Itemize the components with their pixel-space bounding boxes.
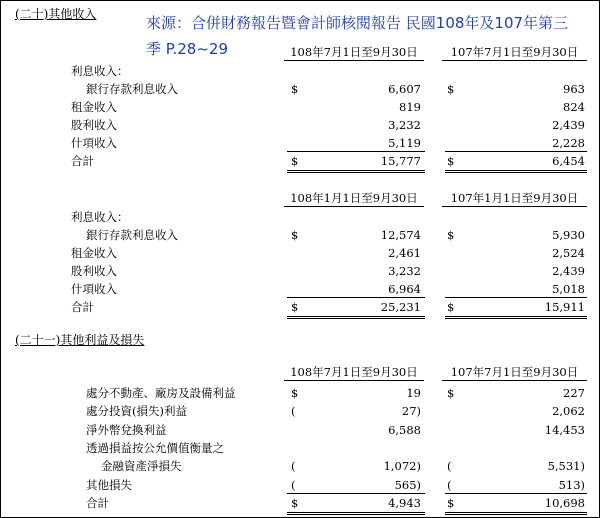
value-col1: 2,461	[388, 246, 421, 260]
table-row	[1, 117, 599, 134]
column-header-2018-q3: 107年7月1日至9月30日	[442, 45, 587, 61]
table-row	[1, 403, 599, 420]
table-row	[1, 153, 599, 170]
row-label: 其他損失	[86, 477, 132, 492]
value-col2: 2,524	[552, 246, 585, 260]
currency-symbol-col2: $	[447, 300, 455, 314]
subtotal-rule	[445, 297, 587, 298]
row-label: 利息收入：	[71, 210, 129, 224]
subtotal-rule	[287, 151, 425, 152]
value-col2: 963	[563, 82, 585, 96]
total-double-rule	[445, 514, 587, 515]
value-col1: 819	[399, 100, 421, 114]
value-col1: 6,964	[388, 282, 421, 296]
row-label: 處分投資(損失)利益	[86, 404, 187, 419]
row-label: 股利收入	[71, 118, 117, 132]
row-label: 什項收入	[71, 136, 117, 150]
value-col1: 5,119	[388, 136, 421, 150]
value-col1: 6,607	[388, 82, 421, 96]
table-row	[1, 245, 599, 262]
value-col2: 6,454	[552, 154, 585, 168]
value-col1: 12,574	[380, 228, 421, 242]
subtotal-rule	[445, 493, 587, 494]
value-col2: 5,531)	[547, 459, 585, 474]
table-row	[1, 135, 599, 152]
currency-symbol-col1: $	[291, 495, 299, 510]
currency-symbol-col2: $	[447, 386, 455, 400]
total-double-rule	[445, 512, 587, 513]
currency-symbol-col1: $	[291, 154, 299, 168]
value-col2: 2,228	[552, 136, 585, 150]
currency-symbol-col1: (	[291, 404, 296, 419]
section-21-title: (二十一)其他利益及損失	[15, 333, 145, 347]
column-header-gains-2019-q3: 108年7月1日至9月30日	[284, 365, 424, 381]
currency-symbol-col2: $	[447, 228, 455, 242]
table-row	[1, 385, 599, 402]
row-label: 金融資產淨損失	[101, 459, 182, 474]
row-label: 什項收入	[71, 282, 117, 296]
value-col2: 227	[563, 386, 585, 400]
currency-symbol-col2: $	[447, 495, 455, 510]
table-row	[1, 227, 599, 244]
row-label: 租金收入	[71, 100, 117, 114]
table-row	[1, 81, 599, 98]
table-row	[1, 281, 599, 298]
value-col2: 824	[563, 100, 585, 114]
value-col2: 5,930	[552, 228, 585, 242]
column-header-gains-2018-q3: 107年7月1日至9月30日	[442, 365, 587, 381]
total-double-rule	[287, 318, 425, 319]
currency-symbol-col1: (	[291, 459, 296, 474]
total-double-rule	[445, 318, 587, 319]
currency-symbol-col2: $	[447, 154, 455, 168]
total-double-rule	[287, 512, 425, 513]
value-col2: 10,698	[544, 495, 585, 510]
value-col1: 27)	[401, 404, 421, 419]
row-label: 利息收入：	[71, 64, 129, 78]
table-row	[1, 458, 599, 475]
currency-symbol-col2: $	[447, 82, 455, 96]
total-double-rule	[287, 170, 425, 171]
total-double-rule	[445, 170, 587, 171]
column-header-2019-ytd: 108年1月1日至9月30日	[284, 191, 424, 207]
section-20-title: (二十)其他收入	[15, 7, 97, 21]
row-label: 租金收入	[71, 246, 117, 260]
table-row	[1, 440, 599, 457]
table-row	[1, 209, 599, 226]
total-double-rule	[287, 514, 425, 515]
currency-symbol-col1: $	[291, 228, 299, 242]
row-label: 合計	[71, 300, 94, 314]
table-row	[1, 299, 599, 316]
value-col1: 4,943	[388, 495, 421, 510]
total-double-rule	[445, 316, 587, 317]
value-col2: 2,062	[552, 404, 585, 419]
currency-symbol-col1: $	[291, 82, 299, 96]
row-label: 透過損益按公允價值衡量之	[86, 440, 224, 455]
row-label: 銀行存款利息收入	[86, 82, 178, 96]
currency-symbol-col1: $	[291, 300, 299, 314]
value-col1: 565)	[394, 477, 421, 492]
value-col1: 3,232	[388, 118, 421, 132]
column-header-2019-q3: 108年7月1日至9月30日	[284, 45, 424, 61]
value-col2: 14,453	[544, 422, 585, 437]
currency-symbol-col2: (	[447, 459, 452, 474]
table-row	[1, 422, 599, 439]
value-col1: 19	[406, 386, 421, 400]
table-row	[1, 99, 599, 116]
row-label: 處分不動產、廠房及設備利益	[86, 386, 236, 400]
total-double-rule	[287, 172, 425, 173]
value-col1: 6,588	[388, 422, 421, 437]
row-label: 銀行存款利息收入	[86, 228, 178, 242]
value-col2: 15,911	[544, 300, 585, 314]
value-col1: 3,232	[388, 264, 421, 278]
value-col1: 15,777	[380, 154, 421, 168]
subtotal-rule	[287, 297, 425, 298]
currency-symbol-col1: $	[291, 386, 299, 400]
row-label: 合計	[86, 495, 109, 510]
row-label: 股利收入	[71, 264, 117, 278]
total-double-rule	[287, 316, 425, 317]
currency-symbol-col1: (	[291, 477, 296, 492]
table-row	[1, 495, 599, 512]
value-col2: 5,018	[552, 282, 585, 296]
value-col2: 2,439	[552, 264, 585, 278]
source-note-line2: 季 P.28~29	[146, 40, 228, 58]
row-label: 合計	[71, 154, 94, 168]
table-row	[1, 63, 599, 80]
table-row	[1, 477, 599, 494]
row-label: 淨外幣兌換利益	[86, 422, 167, 437]
value-col1: 25,231	[380, 300, 421, 314]
subtotal-rule	[445, 151, 587, 152]
value-col1: 1,072)	[383, 459, 421, 474]
value-col2: 2,439	[552, 118, 585, 132]
source-note-line1: 來源：合併財務報告暨會計師核閱報告 民國108年及107年第三	[146, 14, 569, 32]
total-double-rule	[445, 172, 587, 173]
column-header-2018-ytd: 107年1月1日至9月30日	[442, 191, 587, 207]
subtotal-rule	[287, 493, 425, 494]
currency-symbol-col2: (	[447, 477, 452, 492]
value-col2: 513)	[558, 477, 585, 492]
table-row	[1, 263, 599, 280]
